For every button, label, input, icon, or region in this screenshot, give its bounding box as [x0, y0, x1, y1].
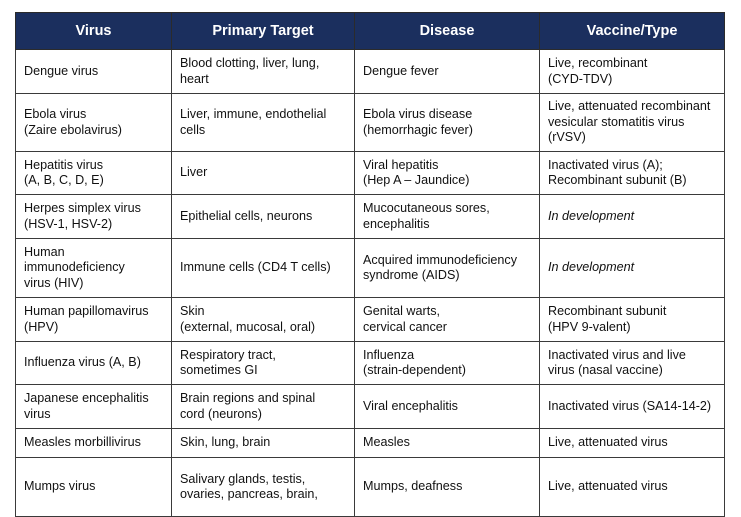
cell-virus: Dengue virus — [16, 50, 172, 94]
cell-primary-target: Liver, immune, endothelial cells — [172, 94, 355, 152]
cell-virus: Japanese encephalitis virus — [16, 385, 172, 429]
cell-disease: Viral encephalitis — [355, 385, 540, 429]
header-vaccine-type: Vaccine/Type — [540, 13, 725, 50]
cell-primary-target: Respiratory tract, sometimes GI — [172, 342, 355, 385]
cell-disease: Acquired immunodeficiency syndrome (AIDS) — [355, 239, 540, 298]
virus-vaccine-table — [15, 12, 725, 517]
cell-virus: Herpes simplex virus (HSV-1, HSV-2) — [16, 195, 172, 239]
table-row — [16, 50, 725, 94]
cell-disease: Mumps, deafness — [355, 458, 540, 517]
cell-disease: Viral hepatitis (Hep A – Jaundice) — [355, 152, 540, 195]
cell-primary-target: Epithelial cells, neurons — [172, 195, 355, 239]
cell-disease: Ebola virus disease (hemorrhagic fever) — [355, 94, 540, 152]
cell-vaccine-type: Inactivated virus (A); Recombinant subunit (B) — [540, 152, 725, 195]
table-row — [16, 458, 725, 517]
table-row — [16, 239, 725, 298]
cell-virus: Measles morbillivirus — [16, 429, 172, 458]
table-row — [16, 94, 725, 152]
cell-virus: Mumps virus — [16, 458, 172, 517]
cell-primary-target: Skin (external, mucosal, oral) — [172, 298, 355, 342]
table-row — [16, 298, 725, 342]
cell-virus: Influenza virus (A, B) — [16, 342, 172, 385]
cell-vaccine-type: Live, recombinant (CYD-TDV) — [540, 50, 725, 94]
cell-primary-target: Blood clotting, liver, lung, heart — [172, 50, 355, 94]
cell-vaccine-type: Live, attenuated recombinant vesicular stomatitis virus (rVSV) — [540, 94, 725, 152]
cell-vaccine-type: Recombinant subunit (HPV 9-valent) — [540, 298, 725, 342]
cell-virus: Human papillomavirus (HPV) — [16, 298, 172, 342]
cell-vaccine-type: In development — [540, 195, 725, 239]
header-disease: Disease — [355, 13, 540, 50]
cell-virus: Ebola virus (Zaire ebolavirus) — [16, 94, 172, 152]
table-row — [16, 195, 725, 239]
cell-vaccine-type: Live, attenuated virus — [540, 429, 725, 458]
table-row — [16, 152, 725, 195]
cell-vaccine-type: Inactivated virus (SA14-14-2) — [540, 385, 725, 429]
header-virus: Virus — [16, 13, 172, 50]
table-row — [16, 429, 725, 458]
cell-virus: Hepatitis virus (A, B, C, D, E) — [16, 152, 172, 195]
header-primary-target: Primary Target — [172, 13, 355, 50]
cell-primary-target: Skin, lung, brain — [172, 429, 355, 458]
cell-disease: Mucocutaneous sores, encephalitis — [355, 195, 540, 239]
cell-virus: Human immunodeficiency virus (HIV) — [16, 239, 172, 298]
cell-disease: Influenza (strain-dependent) — [355, 342, 540, 385]
cell-primary-target: Immune cells (CD4 T cells) — [172, 239, 355, 298]
cell-primary-target: Salivary glands, testis, ovaries, pancreas, brain, — [172, 458, 355, 517]
virus-vaccine-table-container — [15, 12, 724, 517]
cell-vaccine-type: Inactivated virus and live virus (nasal vaccine) — [540, 342, 725, 385]
cell-disease: Dengue fever — [355, 50, 540, 94]
cell-disease: Genital warts, cervical cancer — [355, 298, 540, 342]
table-row — [16, 385, 725, 429]
cell-disease: Measles — [355, 429, 540, 458]
cell-primary-target: Brain regions and spinal cord (neurons) — [172, 385, 355, 429]
table-header-row — [16, 13, 725, 50]
cell-primary-target: Liver — [172, 152, 355, 195]
cell-vaccine-type: In development — [540, 239, 725, 298]
cell-vaccine-type: Live, attenuated virus — [540, 458, 725, 517]
table-row — [16, 342, 725, 385]
